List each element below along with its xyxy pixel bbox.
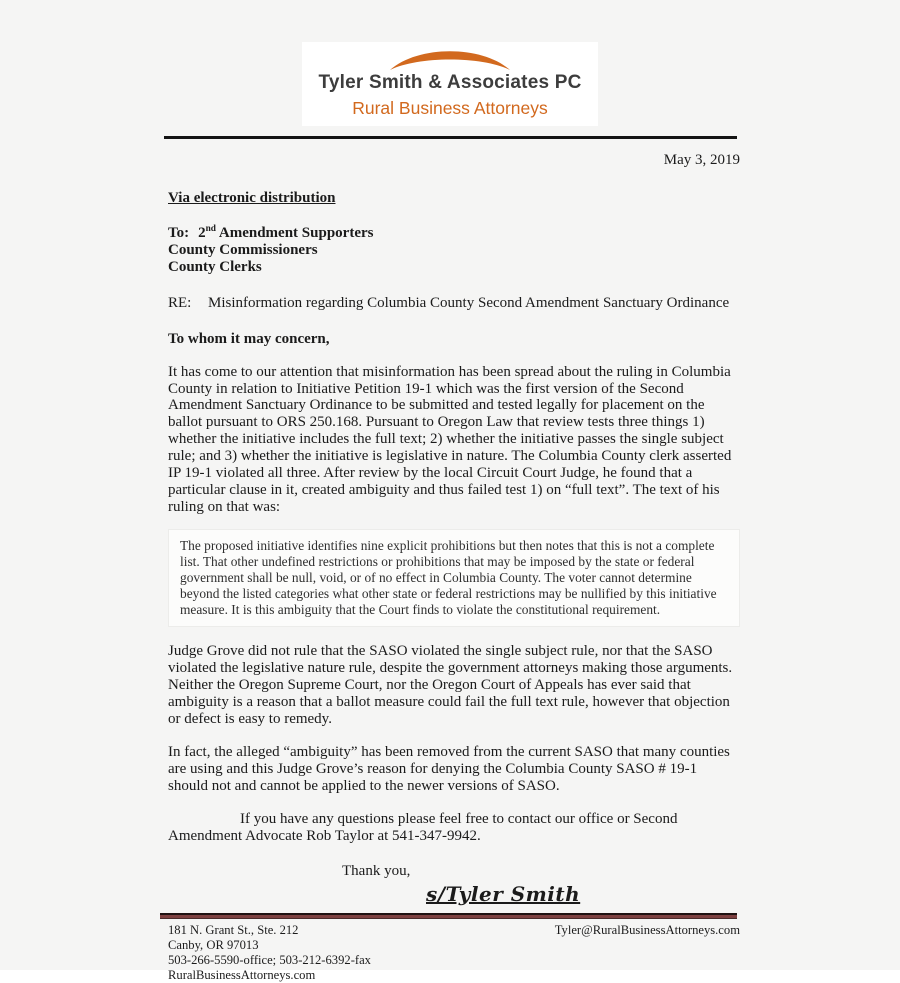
recipient-line: County Commissioners [168, 241, 318, 258]
recipient-name: Amendment Supporters [215, 224, 374, 241]
footer-divider [160, 913, 737, 919]
header-divider [164, 136, 737, 139]
recipient-line: County Clerks [168, 258, 262, 275]
ordinal-suffix: nd [205, 223, 216, 234]
body-paragraph-3: In fact, the alleged “ambiguity” has been removed from the current SASO that many counties are using and this Judge Grove’s reason for denying the Columbia County SASO # 19-1 should not and cannot be applied to the newer versions of SASO. [168, 744, 730, 794]
closing-thanks: Thank you, [342, 862, 411, 879]
firm-tagline: Rural Business Attorneys [352, 98, 548, 118]
swoosh-icon [318, 45, 581, 71]
ruling-quote-block: The proposed initiative identifies nine explicit prohibitions but then notes that this is not a complete list. That other undefined restrictions or prohibitions that may be imposed by the state or federal government shall be null, void, or of no effect in Columbia County. The voter cannot determine beyond the listed categories what other state or federal restrictions may be nullified by this initiative measure. It is this ambiguity that the Court finds to violate the constitutional requirement. [168, 529, 740, 627]
footer-email: Tyler@RuralBusinessAttorneys.com [554, 922, 740, 937]
recipient-line [168, 224, 740, 242]
re-subject: Misinformation regarding Columbia County Second Amendment Sanctuary Ordinance [208, 294, 730, 311]
salutation: To whom it may concern, [168, 330, 330, 347]
body-paragraph-4: If you have any questions please feel free to contact our office or Second Amendment Advocate Rob Taylor at 541-347-9942. [168, 810, 678, 844]
re-label: RE: [168, 294, 192, 311]
recipients-block [168, 224, 740, 276]
footer-address-block [168, 923, 371, 983]
letterhead [0, 0, 900, 126]
body-paragraph-1: It has come to our attention that misinformation has been spread about the ruling in Columbia County in relation to Initiative Petition 19-1 which was the first version of the Second Amendment Sanctuary Ordinance to be submitted and tested legally for placement on the ballot pursuant to ORS 250.168. Pursuant to Oregon Law that review tests three things 1) whether the initiative includes the full text; 2) whether the initiative passes the single subject rule; and 3) whether the initiative is legislative in nature. The Columbia County clerk asserted IP 19-1 violated all three. After review by the local Circuit Court Judge, he found that a particular clause in it, created ambiguity and thus failed test 1) on “full text”. The text of his ruling on that was: [168, 363, 732, 516]
letter-date: May 3, 2019 [663, 152, 740, 168]
body-paragraph-2: Judge Grove did not rule that the SASO violated the single subject rule, nor that the SASO violated the legislative nature rule, despite the government attorneys making those arguments. Neither the Oregon Supreme Court, nor the Oregon Court of Appeals has ever said that ambiguity is a reason that a ballot measure could fail the full text rule, however that objection or defect is easy to remedy. [168, 643, 733, 728]
footer [168, 923, 740, 983]
signature: s/Tyler Smith [426, 881, 581, 906]
letter-body [168, 152, 740, 906]
footer-website: RuralBusinessAttorneys.com [168, 967, 316, 982]
firm-logo [302, 42, 597, 126]
footer-phone-fax: 503-266-5590-office; 503-212-6392-fax [168, 952, 371, 967]
firm-name: Tyler Smith & Associates PC [318, 72, 582, 93]
re-line [168, 295, 740, 312]
footer-address-line: 181 N. Grant St., Ste. 212 [168, 922, 299, 937]
footer-address-line: Canby, OR 97013 [168, 937, 259, 952]
to-label: To: [168, 224, 190, 241]
delivery-method: Via electronic distribution [168, 189, 336, 206]
recipient-number: 2 [198, 224, 206, 241]
